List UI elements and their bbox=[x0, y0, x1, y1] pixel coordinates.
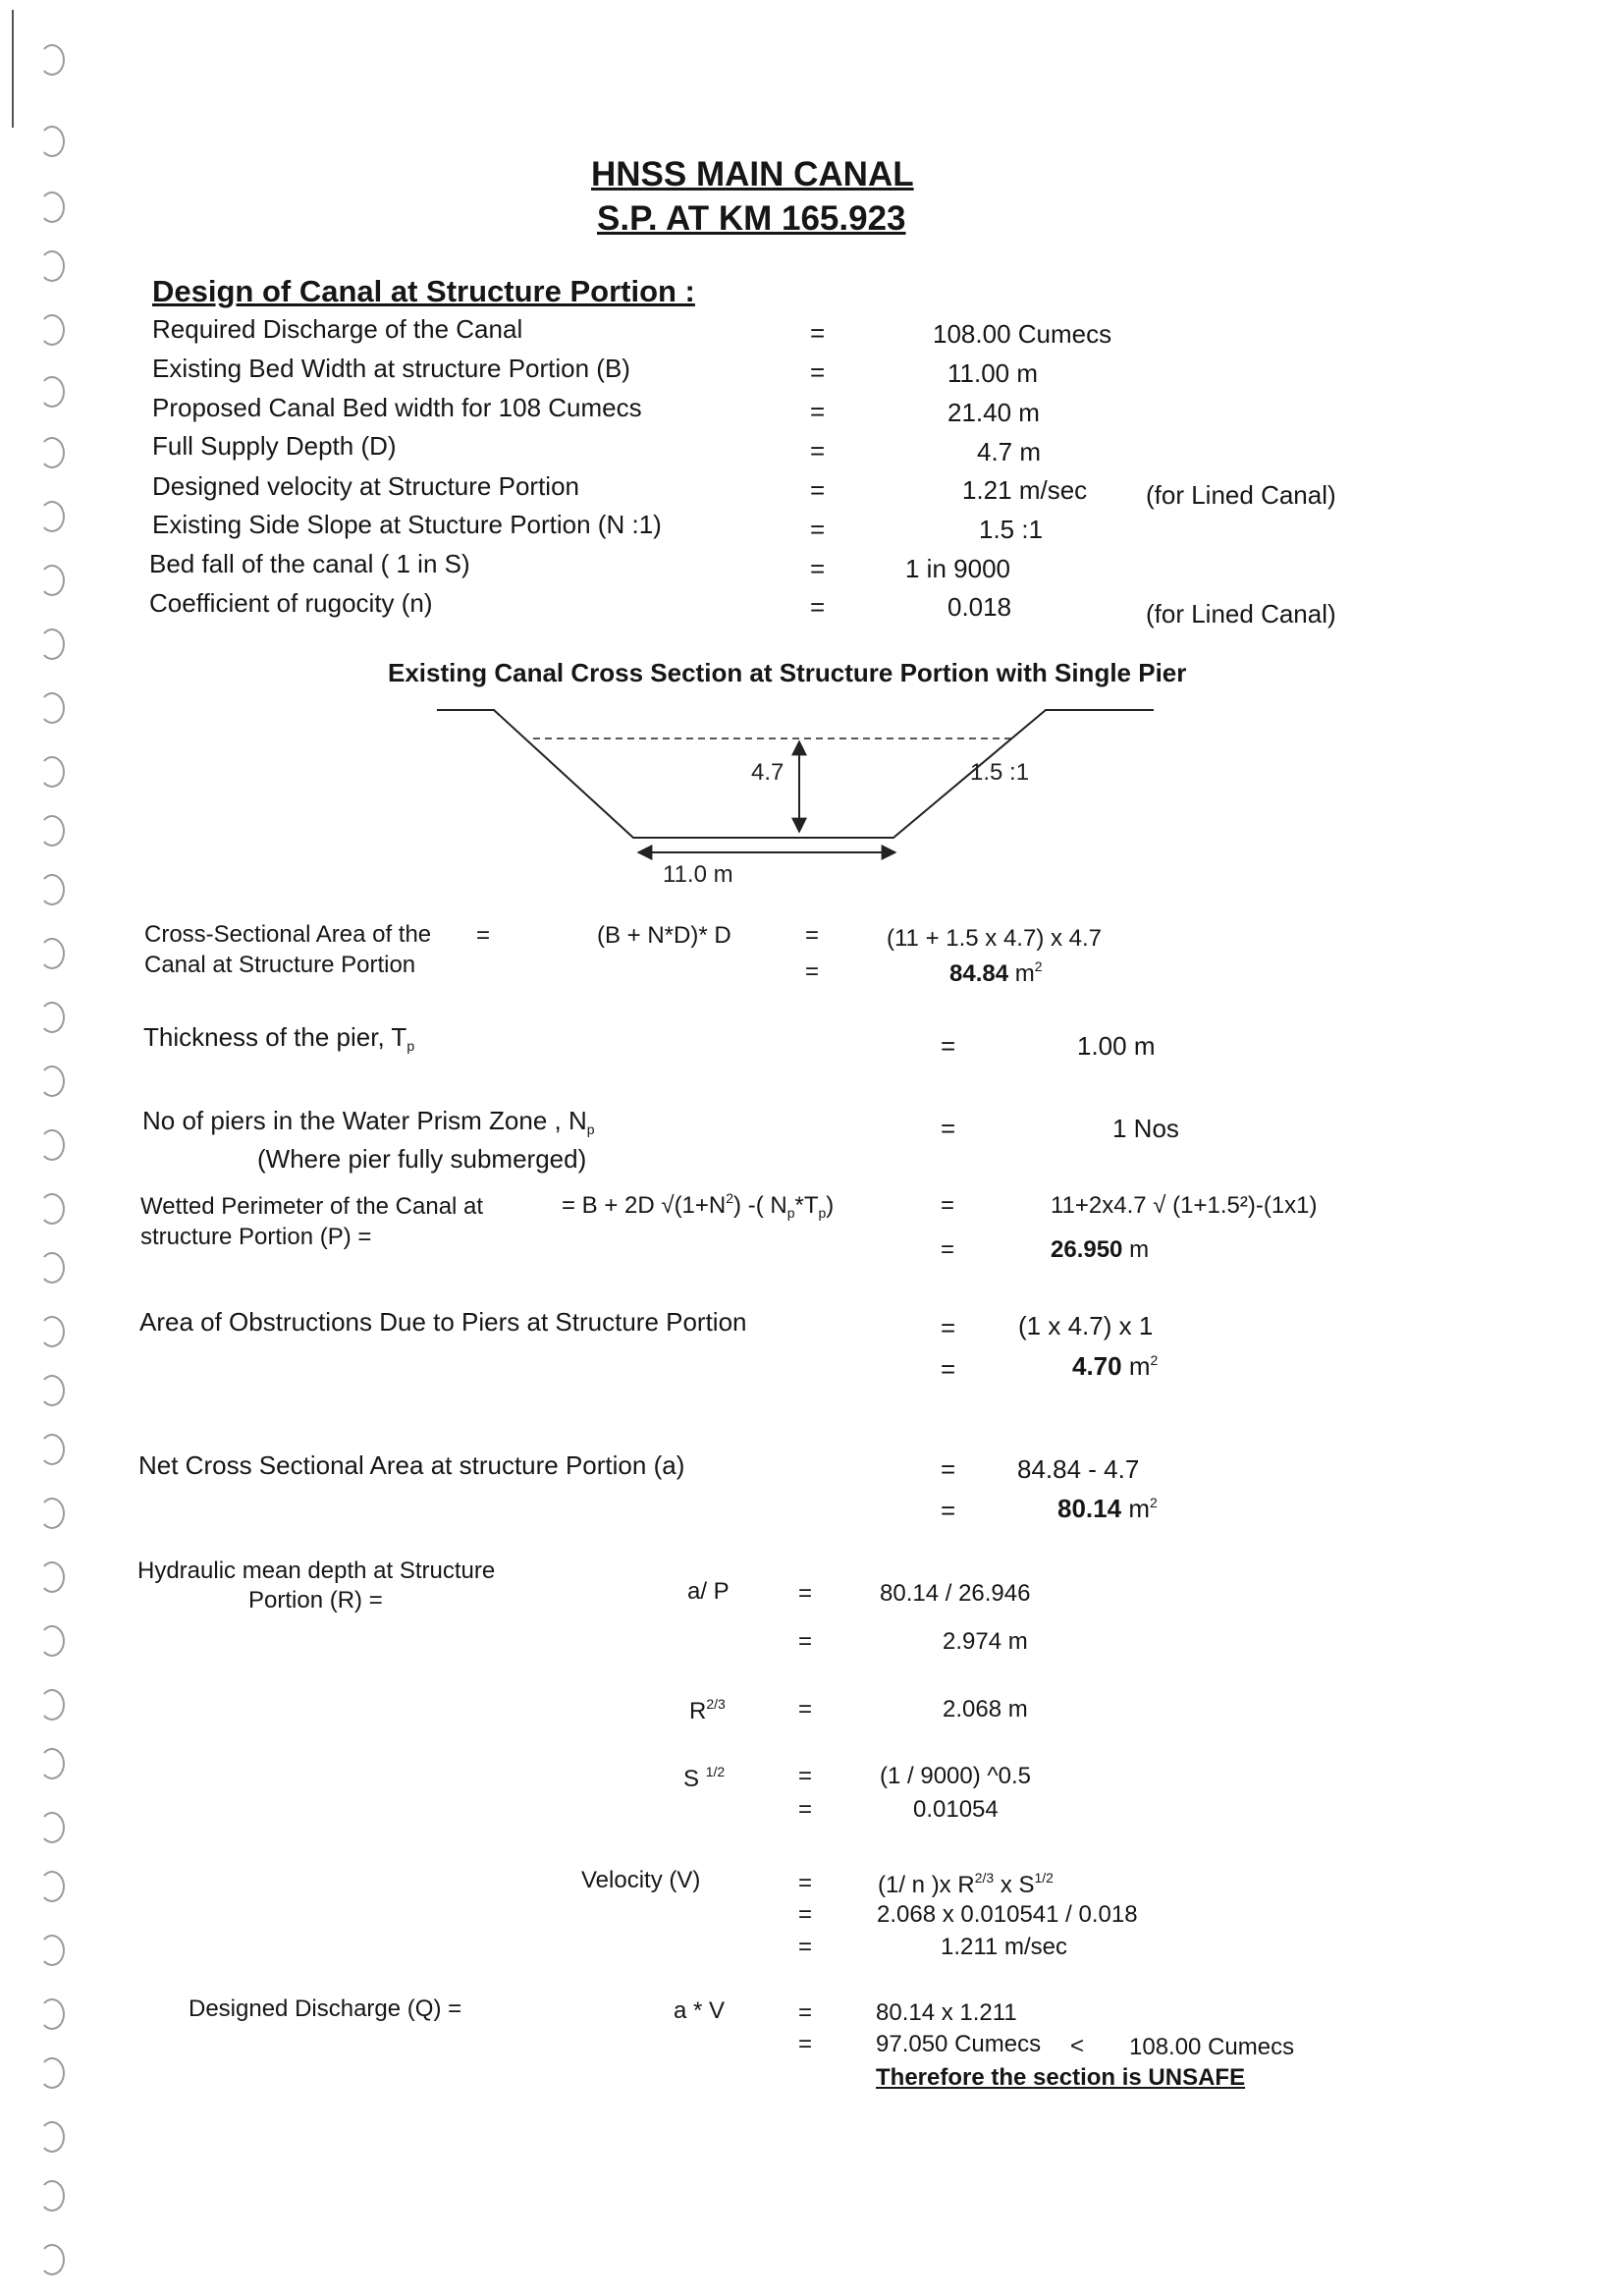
discharge-result-equals: = bbox=[798, 2031, 813, 2057]
obstruction-unit: m bbox=[1128, 1351, 1151, 1381]
pier-count-note: (Where pier fully submerged) bbox=[257, 1144, 587, 1174]
punch-hole bbox=[39, 2180, 65, 2212]
perimeter-result bbox=[1051, 1238, 1149, 1262]
punch-hole bbox=[39, 1375, 65, 1406]
net-area-unit: m bbox=[1128, 1494, 1150, 1523]
area-label-line-1: Cross-Sectional Area of the bbox=[144, 921, 432, 948]
punch-hole bbox=[39, 1002, 65, 1033]
perimeter-formula bbox=[562, 1191, 834, 1220]
param-value: 0.018 bbox=[947, 592, 1012, 622]
perimeter-calc: 11+2x4.7 √ (1+1.5²)-(1x1) bbox=[1051, 1192, 1318, 1219]
net-area-result bbox=[1057, 1496, 1158, 1521]
hydraulic-result: 2.974 m bbox=[943, 1628, 1028, 1655]
param-label: Required Discharge of the Canal bbox=[152, 314, 523, 344]
perimeter-label-line-1: Wetted Perimeter of the Canal at bbox=[140, 1193, 484, 1220]
hydraulic-equals: = bbox=[798, 1580, 813, 1607]
discharge-equals: = bbox=[798, 1999, 813, 2026]
param-label: Existing Bed Width at structure Portion (B) bbox=[152, 354, 630, 383]
net-area-unit-exponent: 2 bbox=[1149, 1495, 1158, 1510]
punch-hole bbox=[39, 1689, 65, 1721]
hydraulic-result-equals: = bbox=[798, 1628, 813, 1655]
r-two-thirds-equals: = bbox=[798, 1696, 813, 1722]
bed-width-label: 11.0 m bbox=[663, 861, 733, 888]
s-half-value: 0.01054 bbox=[913, 1796, 999, 1823]
pier-count-equals: = bbox=[941, 1114, 956, 1143]
net-area-result-equals: = bbox=[941, 1496, 956, 1525]
r-symbol: R bbox=[689, 1698, 707, 1724]
area-result bbox=[949, 959, 1043, 986]
area-label-equals: = bbox=[476, 922, 491, 949]
punch-hole bbox=[39, 1625, 65, 1657]
perimeter-unit: m bbox=[1129, 1236, 1150, 1263]
punch-hole bbox=[39, 376, 65, 408]
net-area-equals: = bbox=[941, 1454, 956, 1484]
punch-hole bbox=[39, 501, 65, 532]
s-half-symbol bbox=[683, 1765, 725, 1791]
param-value: 4.7 m bbox=[977, 437, 1042, 466]
hydraulic-label-line-1: Hydraulic mean depth at Structure bbox=[137, 1558, 496, 1584]
obstruction-calc: (1 x 4.7) x 1 bbox=[1018, 1311, 1154, 1340]
perimeter-formula-part: p bbox=[786, 1205, 795, 1221]
net-area-calc: 84.84 - 4.7 bbox=[1017, 1454, 1140, 1484]
title-line-1: HNSS MAIN CANAL bbox=[591, 155, 914, 193]
punch-hole bbox=[39, 2244, 65, 2275]
param-value: 108.00 Cumecs bbox=[933, 319, 1112, 349]
velocity-equals: = bbox=[798, 1870, 813, 1896]
discharge-formula: a * V bbox=[674, 1997, 726, 2024]
discharge-label: Designed Discharge (Q) = bbox=[189, 1995, 462, 2022]
punch-hole bbox=[39, 1498, 65, 1529]
side-slope-label: 1.5 :1 bbox=[970, 759, 1030, 786]
param-value: 11.00 m bbox=[947, 358, 1039, 388]
param-value: 1.21 m/sec bbox=[962, 475, 1088, 505]
velocity-formula bbox=[878, 1871, 1054, 1897]
punch-hole bbox=[39, 314, 65, 346]
punch-hole bbox=[39, 1434, 65, 1465]
punch-hole bbox=[39, 565, 65, 596]
param-label: Designed velocity at Structure Portion bbox=[152, 471, 579, 501]
net-area-result-value: 80.14 bbox=[1057, 1494, 1122, 1523]
punch-hole bbox=[39, 1748, 65, 1779]
title-line-2: S.P. AT KM 165.923 bbox=[597, 199, 906, 238]
perimeter-result-value: 26.950 bbox=[1051, 1236, 1123, 1263]
discharge-calc: 80.14 x 1.211 bbox=[876, 1999, 1017, 2026]
param-label: Full Supply Depth (D) bbox=[152, 431, 397, 461]
punch-hole bbox=[39, 756, 65, 788]
discharge-required: 108.00 Cumecs bbox=[1129, 2034, 1295, 2060]
r-two-thirds-value: 2.068 m bbox=[943, 1696, 1028, 1722]
punch-hole bbox=[39, 629, 65, 660]
perimeter-formula-part: 2 bbox=[726, 1190, 734, 1206]
perimeter-formula-part: *T bbox=[794, 1192, 819, 1219]
r-two-thirds-symbol bbox=[689, 1697, 726, 1723]
velocity-result-equals: = bbox=[798, 1934, 813, 1960]
perimeter-label-line-2: structure Portion (P) = bbox=[140, 1224, 372, 1250]
obstruction-label: Area of Obstructions Due to Piers at Structure Portion bbox=[139, 1307, 747, 1337]
pier-thickness-subscript: p bbox=[406, 1038, 415, 1054]
param-label: Bed fall of the canal ( 1 in S) bbox=[149, 549, 470, 578]
binding-margin-line bbox=[12, 10, 14, 128]
param-note: (for Lined Canal) bbox=[1146, 599, 1336, 629]
perimeter-result-equals: = bbox=[941, 1236, 955, 1263]
area-equals: = bbox=[805, 922, 820, 949]
param-equals: = bbox=[810, 318, 826, 348]
param-value: 1 in 9000 bbox=[905, 554, 1010, 583]
punch-hole bbox=[39, 191, 65, 223]
velocity-formula-part: 2/3 bbox=[974, 1870, 995, 1886]
punch-hole bbox=[39, 1561, 65, 1593]
velocity-label: Velocity (V) bbox=[581, 1867, 701, 1893]
area-calc: (11 + 1.5 x 4.7) x 4.7 bbox=[887, 925, 1103, 952]
hydraulic-label-line-2: Portion (R) = bbox=[248, 1587, 383, 1613]
s-half-calc: (1 / 9000) ^0.5 bbox=[880, 1763, 1032, 1789]
area-result-equals: = bbox=[805, 958, 820, 985]
conclusion-unsafe: Therefore the section is UNSAFE bbox=[876, 2064, 1246, 2091]
velocity-calc: 2.068 x 0.010541 / 0.018 bbox=[877, 1901, 1138, 1928]
punch-hole bbox=[39, 2121, 65, 2153]
punch-hole bbox=[39, 815, 65, 847]
obstruction-result bbox=[1072, 1353, 1158, 1379]
velocity-formula-part: (1/ n )x R bbox=[878, 1872, 975, 1898]
design-heading: Design of Canal at Structure Portion : bbox=[152, 274, 695, 308]
area-label-line-2: Canal at Structure Portion bbox=[144, 952, 416, 978]
pier-count-label bbox=[142, 1108, 595, 1136]
hydraulic-formula: a/ P bbox=[687, 1578, 730, 1605]
velocity-calc-equals: = bbox=[798, 1901, 813, 1928]
punch-hole bbox=[39, 1998, 65, 2030]
s-symbol: S bbox=[683, 1766, 700, 1792]
punch-hole bbox=[39, 437, 65, 468]
s-half-equals: = bbox=[798, 1763, 813, 1789]
perimeter-formula-part: ) bbox=[826, 1192, 835, 1219]
punch-hole bbox=[39, 1871, 65, 1902]
punch-hole bbox=[39, 1129, 65, 1161]
param-equals: = bbox=[810, 397, 826, 426]
param-equals: = bbox=[810, 436, 826, 465]
param-equals: = bbox=[810, 515, 826, 544]
area-unit-exponent: 2 bbox=[1034, 958, 1043, 974]
punch-hole bbox=[39, 1066, 65, 1097]
param-equals: = bbox=[810, 592, 826, 622]
param-equals: = bbox=[810, 554, 826, 583]
s-half-result-equals: = bbox=[798, 1796, 813, 1823]
obstruction-equals: = bbox=[941, 1313, 956, 1342]
depth-label: 4.7 bbox=[751, 759, 784, 786]
obstruction-result-equals: = bbox=[941, 1354, 956, 1384]
param-label: Proposed Canal Bed width for 108 Cumecs bbox=[152, 393, 642, 422]
pier-thickness-text: Thickness of the pier, T bbox=[143, 1022, 407, 1052]
canal-cross-section-diagram bbox=[432, 692, 1159, 889]
diagram-caption: Existing Canal Cross Section at Structure Portion with Single Pier bbox=[388, 658, 1187, 687]
param-label: Coefficient of rugocity (n) bbox=[149, 588, 433, 618]
pier-count-text: No of piers in the Water Prism Zone , N bbox=[142, 1106, 587, 1135]
obstruction-unit-exponent: 2 bbox=[1150, 1352, 1159, 1368]
area-unit: m bbox=[1014, 960, 1035, 987]
pier-thickness-value: 1.00 m bbox=[1077, 1031, 1156, 1061]
perimeter-formula-part: p bbox=[818, 1205, 827, 1221]
area-result-value: 84.84 bbox=[949, 960, 1009, 987]
param-label: Existing Side Slope at Stucture Portion (N :1) bbox=[152, 510, 662, 539]
area-formula: (B + N*D)* D bbox=[597, 922, 731, 949]
param-equals: = bbox=[810, 357, 826, 387]
punch-hole bbox=[39, 874, 65, 905]
param-equals: = bbox=[810, 475, 826, 505]
punch-hole bbox=[39, 1252, 65, 1284]
punch-hole bbox=[39, 1316, 65, 1347]
r-exponent: 2/3 bbox=[706, 1696, 726, 1712]
param-note: (for Lined Canal) bbox=[1146, 480, 1336, 510]
perimeter-formula-part: ) -( N bbox=[733, 1192, 787, 1219]
punch-hole bbox=[39, 250, 65, 282]
pier-count-value: 1 Nos bbox=[1112, 1114, 1179, 1143]
velocity-result: 1.211 m/sec bbox=[941, 1934, 1067, 1960]
punch-hole bbox=[39, 938, 65, 969]
punch-hole bbox=[39, 692, 65, 724]
net-area-label: Net Cross Sectional Area at structure Portion (a) bbox=[138, 1450, 685, 1480]
pier-thickness-label bbox=[143, 1024, 414, 1053]
param-value: 1.5 :1 bbox=[979, 515, 1044, 544]
obstruction-result-value: 4.70 bbox=[1072, 1351, 1122, 1381]
param-value: 21.40 m bbox=[947, 398, 1040, 427]
discharge-compare-sign: < bbox=[1070, 2033, 1085, 2059]
punch-hole bbox=[39, 126, 65, 157]
discharge-result: 97.050 Cumecs bbox=[876, 2031, 1042, 2057]
punch-hole bbox=[39, 2057, 65, 2089]
punch-hole bbox=[39, 1812, 65, 1843]
punch-hole bbox=[39, 1935, 65, 1966]
velocity-formula-part: 1/2 bbox=[1034, 1870, 1054, 1886]
perimeter-formula-part: = B + 2D √(1+N bbox=[562, 1192, 727, 1219]
punch-hole bbox=[39, 1193, 65, 1225]
punch-hole bbox=[39, 44, 65, 76]
perimeter-equals: = bbox=[941, 1192, 955, 1219]
canal-profile-line bbox=[437, 710, 1154, 838]
s-exponent: 1/2 bbox=[705, 1764, 726, 1779]
pier-count-subscript: p bbox=[586, 1121, 595, 1137]
hydraulic-calc: 80.14 / 26.946 bbox=[880, 1580, 1031, 1607]
pier-thickness-equals: = bbox=[941, 1031, 956, 1061]
velocity-formula-part: x S bbox=[994, 1872, 1035, 1898]
